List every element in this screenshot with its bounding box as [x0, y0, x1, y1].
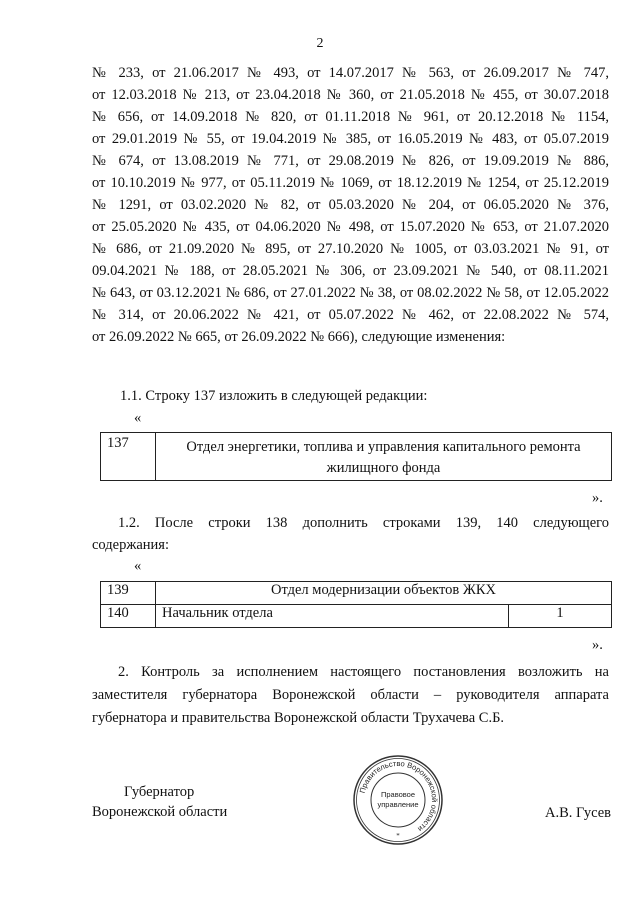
item-2 [92, 661, 609, 730]
intro-paragraph [92, 62, 609, 348]
intro-line: 09.04.2021 № 188, от 28.05.2021 № 306, от 23.09.2021 № 540, от 08.11.2021 [92, 263, 609, 279]
signature-title-line1: Губернатор [124, 784, 195, 800]
intro-line: от 10.10.2019 № 977, от 05.11.2019 № 1069, от 18.12.2019 № 1254, от 25.12.2019 [92, 175, 609, 191]
star-icon: * [396, 832, 400, 840]
page-number: 2 [316, 36, 324, 51]
row-text-line1: Отдел энергетики, топлива и управления капитального ремонта [186, 439, 581, 455]
row-number: 139 [101, 582, 156, 605]
intro-line: № 674, от 13.08.2019 № 771, от 29.08.2019 № 826, от 19.09.2019 № 886, [92, 153, 609, 169]
row-number: 137 [101, 433, 156, 481]
intro-line: № 686, от 21.09.2020 № 895, от 27.10.2020 № 1005, от 03.03.2021 № 91, от [92, 241, 609, 257]
intro-line: от 12.03.2018 № 213, от 23.04.2018 № 360, от 21.05.2018 № 455, от 30.07.2018 [92, 87, 609, 103]
quote-close-1: ». [592, 490, 603, 506]
stamp-center-line2: управление [377, 800, 419, 809]
row-count: 1 [509, 605, 612, 628]
row-text [156, 433, 612, 481]
signature-name: А.В. Гусев [545, 805, 611, 821]
intro-line: № 656, от 14.09.2018 № 820, от 01.11.2018 № 961, от 20.12.2018 № 1154, [92, 109, 609, 125]
intro-line: № 643, от 03.12.2021 № 686, от 27.01.2022 № 38, от 08.02.2022 № 58, от 12.05.2022 [92, 285, 609, 301]
signature-title [92, 782, 227, 822]
item-1-2 [92, 512, 609, 556]
row-text: Отдел модернизации объектов ЖКХ [156, 582, 612, 605]
intro-line: от 25.05.2020 № 435, от 04.06.2020 № 498, от 15.07.2020 № 653, от 21.07.2020 [92, 219, 609, 235]
table-rows-139-140 [100, 581, 612, 628]
row-text: Начальник отдела [156, 605, 509, 628]
quote-close-2: ». [592, 637, 603, 653]
stamp-ring-text: Правительство Воронежской области [357, 758, 440, 834]
stamp-center-line1: Правовое [380, 790, 416, 799]
item-2-line1: 2. Контроль за исполнением настоящего постановления возложить на [118, 664, 609, 680]
item-1-1: 1.1. Строку 137 изложить в следующей редакции: [120, 388, 428, 404]
item-2-line2: заместителя губернатора Воронежской области – руководителя аппарата [92, 687, 609, 703]
item-1-2-line2: содержания: [92, 537, 170, 553]
quote-open-2: « [134, 558, 142, 574]
row-number: 140 [101, 605, 156, 628]
intro-line: от 29.01.2019 № 55, от 19.04.2019 № 385, от 16.05.2019 № 483, от 05.07.2019 [92, 131, 609, 147]
intro-line: № 1291, от 03.02.2020 № 82, от 05.03.2020 № 204, от 06.05.2020 № 376, [92, 197, 609, 213]
intro-line: № 314, от 20.06.2022 № 421, от 05.07.2022 № 462, от 22.08.2022 № 574, [92, 307, 609, 323]
intro-line: № 233, от 21.06.2017 № 493, от 14.07.2017 № 563, от 26.09.2017 № 747, [92, 65, 609, 81]
quote-open-1: « [134, 410, 142, 426]
stamp [352, 754, 444, 846]
signature-title-line2: Воронежской области [92, 804, 228, 820]
item-2-line3: губернатора и правительства Воронежской области Трухачева С.Б. [92, 710, 505, 726]
item-1-2-line1: 1.2. После строки 138 дополнить строками 139, 140 следующего [118, 515, 609, 531]
row-text-line2: жилищного фонда [326, 460, 441, 476]
intro-line: от 26.09.2022 № 665, от 26.09.2022 № 666), следующие изменения: [92, 329, 506, 345]
table-row-137 [100, 432, 612, 481]
